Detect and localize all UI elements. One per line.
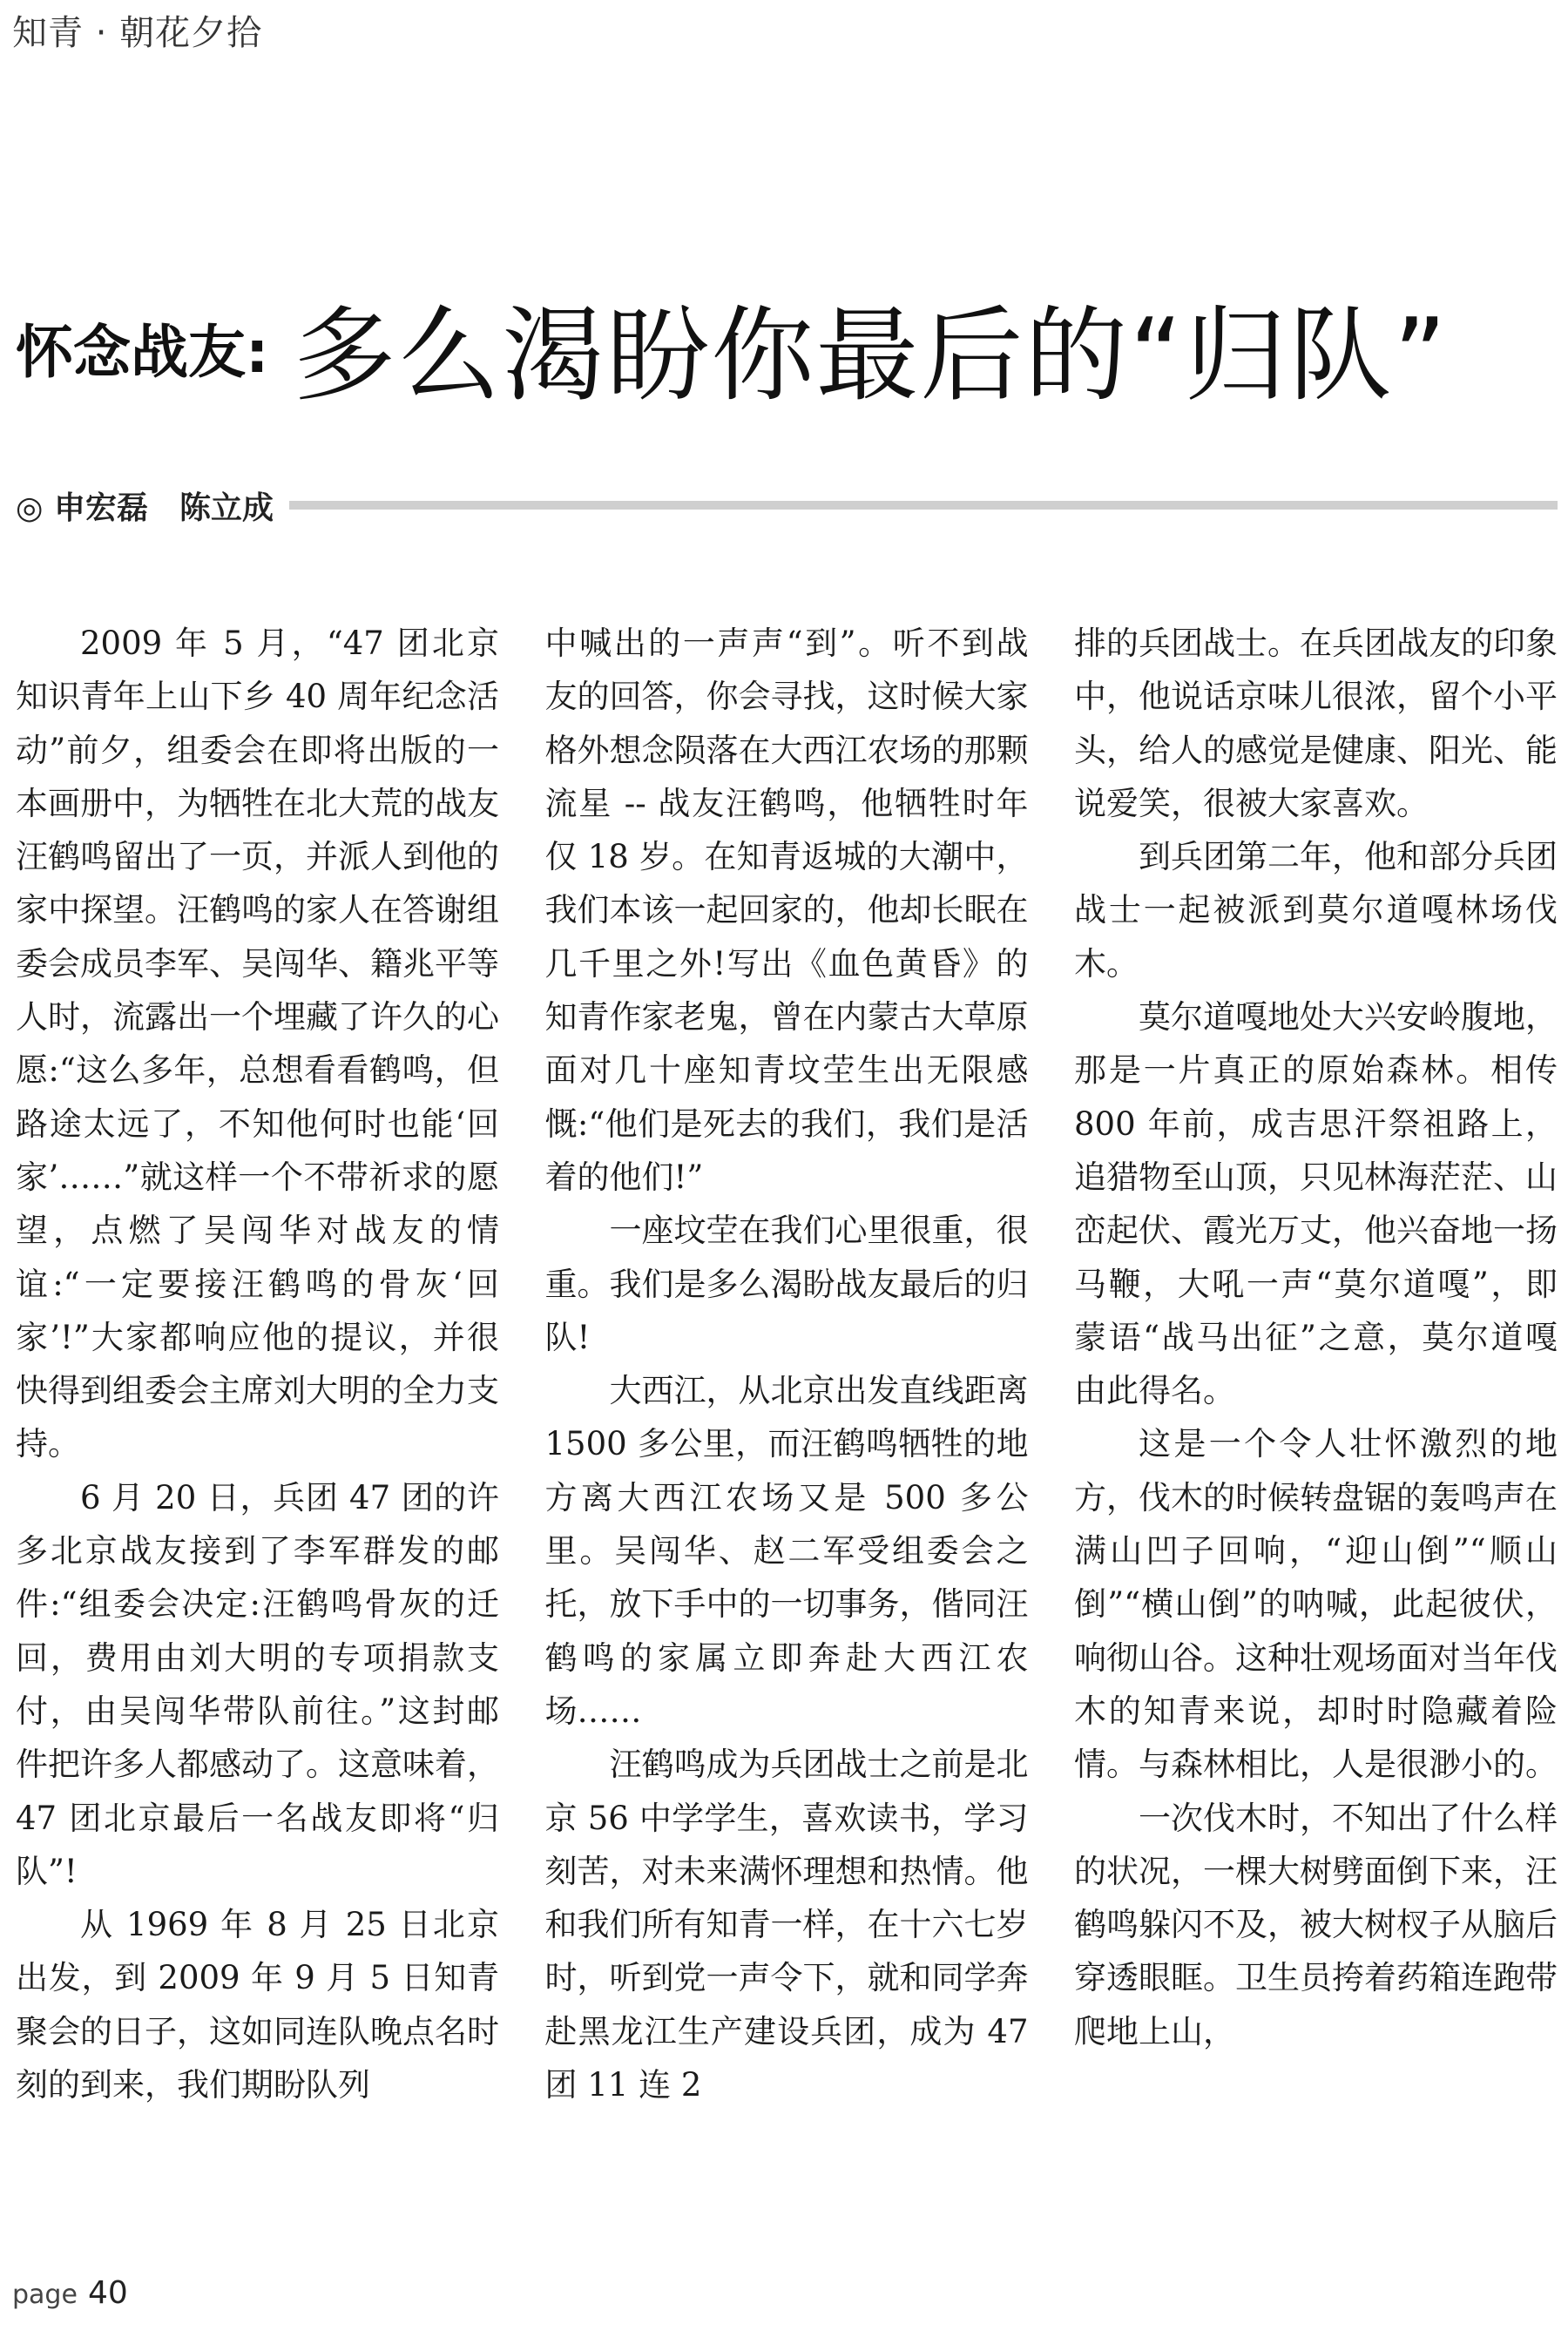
paragraph: 大西江，从北京出发直线距离 1500 多公里，而汪鹤鸣牺牲的地方离大西江农场又是 500 多公里。吴闯华、赵二军受组委会之托，放下手中的一切事务，偕同汪鹤鸣的家属立即奔赴大西江农场…… — [544, 1372, 1029, 1730]
paragraph: 这是一个令人壮怀激烈的地方，伐木的时候转盘锯的轰鸣声在满山凹子回响，“迎山倒”“顺山倒”“横山倒”的呐喊，此起彼伏，响彻山谷。这种壮观场面对当年伐木的知青来说，却时时隐藏着险情。与森林相比，人是很渺小的。 — [1074, 1425, 1558, 1784]
byline: ◎ 申宏磊 陈立成 — [16, 490, 274, 526]
page-word: page — [12, 2280, 78, 2310]
title-prefix: 怀念战友: — [16, 318, 269, 386]
paragraph: 2009 年 5 月，“47 团北京知识青年上山下乡 40 周年纪念活动”前夕，组委会在即将出版的一本画册中，为牺牲在北大荒的战友汪鹤鸣留出了一页，并派人到他的家中探望。汪鹤鸣的家人在答谢组委会成员李军、吴闯华、籍兆平等人时，流露出一个埋藏了许久的心愿:“这么多年，总想看看鹤鸣，但路途太远了，不知他何时也能‘回家’……”就这样一个不带祈求的愿望，点燃了吴闯华对战友的情谊:“一定要接汪鹤鸣的骨灰‘回家’!”大家都响应他的提议，并很快得到组委会主席刘大明的全力支持。 — [16, 625, 499, 1463]
paragraph: 6 月 20 日，兵团 47 团的许多北京战友接到了李军群发的邮件:“组委会决定:汪鹤鸣骨灰的迁回，费用由刘大明的专项捐款支付，由吴闯华带队前往。”这封邮件把许多人都感动了。这意味着，47 团北京最后一名战友即将“归队”! — [16, 1478, 499, 1890]
paragraph: 汪鹤鸣成为兵团战士之前是北京 56 中学学生，喜欢读书，学习刻苦，对未来满怀理想和热情。他和我们所有知青一样，在十六七岁时，听到党一声令下，就和同学奔赴黑龙江生产建设兵团，成为 47 团 11 连 2 — [544, 1746, 1029, 2104]
paragraph: 中喊出的一声声“到”。听不到战友的回答，你会寻找，这时候大家格外想念陨落在大西江农场的那颗流星 -- 战友汪鹤鸣，他牺牲时年仅 18 岁。在知青返城的大潮中，我们本该一起回家的，他却长眠在几千里之外!写出《血色黄昏》的知青作家老鬼，曾在内蒙古大草原面对几十座知青坟茔生出无限感慨:“他们是死去的我们，我们是活着的他们!” — [544, 625, 1029, 1196]
article-body — [16, 617, 1558, 2216]
page-footer — [12, 2275, 128, 2311]
column-1 — [16, 617, 499, 2216]
column-2 — [545, 617, 1029, 2216]
paragraph: 从 1969 年 8 月 25 日北京出发，到 2009 年 9 月 5 日知青聚会的日子，这如同连队晚点名时刻的到来，我们期盼队列 — [16, 1906, 499, 2104]
page-number: 40 — [87, 2275, 128, 2311]
byline-row — [16, 481, 1558, 530]
byline-rule — [289, 501, 1558, 510]
column-3 — [1074, 617, 1558, 2216]
article-title — [16, 277, 1558, 416]
paragraph: 莫尔道嘎地处大兴安岭腹地，那是一片真正的原始森林。相传 800 年前，成吉思汗祭祖路上，追猎物至山顶，只见林海茫茫、山峦起伏、霞光万丈，他兴奋地一扬马鞭，大吼一声“莫尔道嘎”，即蒙语“战马出征”之意，莫尔道嘎由此得名。 — [1074, 998, 1558, 1410]
paragraph: 一次伐木时，不知出了什么样的状况，一棵大树劈面倒下来，汪鹤鸣躲闪不及，被大树杈子从脑后穿透眼眶。卫生员挎着药箱连跑带爬地上山， — [1074, 1799, 1558, 2050]
section-label: 知青 · 朝花夕拾 — [12, 13, 263, 53]
paragraph: 到兵团第二年，他和部分兵团战士一起被派到莫尔道嘎林场伐木。 — [1074, 838, 1558, 983]
title-main: 多么渴盼你最后的“归队” — [293, 295, 1449, 415]
paragraph: 排的兵团战士。在兵团战友的印象中，他说话京味儿很浓，留个小平头，给人的感觉是健康、阳光、能说爱笑，很被大家喜欢。 — [1074, 625, 1558, 822]
paragraph: 一座坟茔在我们心里很重，很重。我们是多么渴盼战友最后的归队! — [544, 1212, 1029, 1356]
